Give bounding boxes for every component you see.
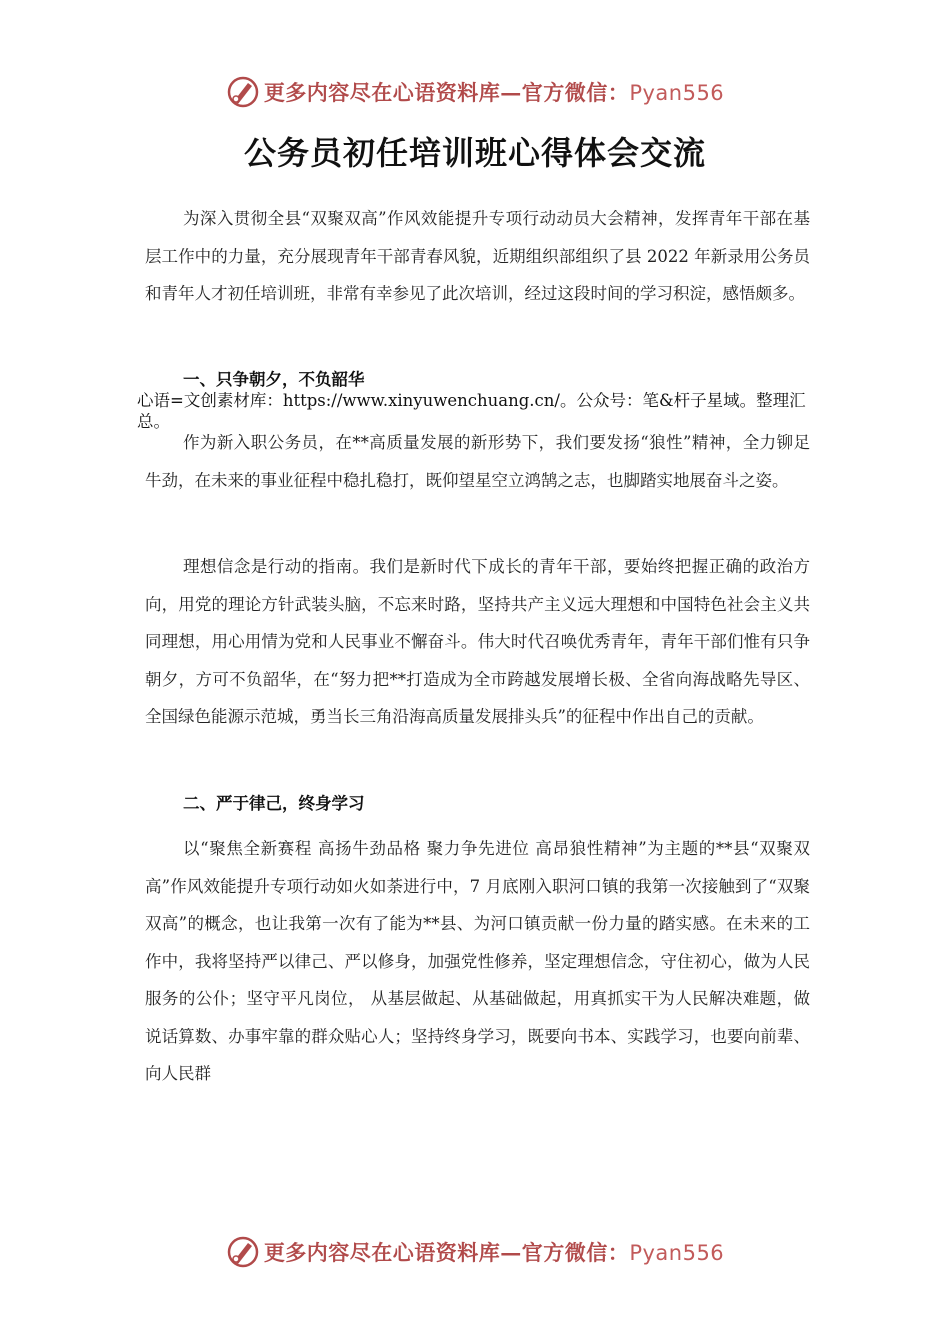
banner-text [264, 77, 724, 107]
paragraph-1: 作为新入职公务员，在**高质量发展的新形势下，我们要发扬“狼性”精神，全力铆足牛劲，在未来的事业征程中稳扎稳打，既仰望星空立鸿鹄之志，也脚踏实地展奋斗之姿。 [145, 433, 810, 490]
wechat-handle: Pyan556 [629, 81, 725, 105]
section-2 [145, 830, 810, 1093]
section-heading-1: 一、只争朝夕，不负韶华 [183, 370, 365, 389]
footer-banner [0, 1232, 950, 1272]
header-banner [0, 72, 950, 112]
section-1-part-1 [145, 424, 810, 499]
banner-main-text: 更多内容尽在心语资料库—官方微信： [263, 80, 630, 105]
banner-text [264, 1237, 724, 1267]
banner-main-text: 更多内容尽在心语资料库—官方微信： [263, 1240, 630, 1265]
source-watermark: 心语=文创素材库：https://www.xinyuwenchuang.cn/。公众号：笔&杆子星域。整理汇总。 [137, 391, 806, 431]
paragraph-3: 以“聚焦全新赛程 高扬牛劲品格 聚力争先进位 高昂狼性精神”为主题的**县“双聚双高”作风效能提升专项行动如火如荼进行中，7 月底刚入职河口镇的我第一次接触到了“双聚双高”的概念，也让我第一次有了能为**县、为河口镇贡献一份力量的踏实感。在未来的工作中，我将坚持严以律己、严以修身，加强党性修养，坚定理想信念，守住初心，做为人民服务的公仆；坚守平凡岗位， 从基层做起、从基础做起，用真抓实干为人民解决难题，做说话算数、办事牢靠的群众贴心人；坚持终身学习，既要向书本、实践学习，也要向前辈、向人民群 [145, 839, 810, 1083]
wechat-handle: Pyan556 [629, 1241, 725, 1265]
pen-logo-icon [226, 1235, 260, 1269]
intro-paragraph: 为深入贯彻全县“双聚双高”作风效能提升专项行动动员大会精神，发挥青年干部在基层工作中的力量，充分展现青年干部青春风貌，近期组织部组织了县 2022 年新录用公务员和青年人才初任培训班，非常有幸参见了此次培训，经过这段时间的学习积淀，感悟颇多。 [145, 209, 810, 303]
pen-logo-icon [226, 75, 260, 109]
section-1-part-2 [145, 548, 810, 736]
section-heading-2: 二、严于律己，终身学习 [183, 794, 365, 813]
intro-section [145, 200, 810, 313]
paragraph-2: 理想信念是行动的指南。我们是新时代下成长的青年干部，要始终把握正确的政治方向，用党的理论方针武装头脑，不忘来时路，坚持共产主义远大理想和中国特色社会主义共同理想，用心用情为党和人民事业不懈奋斗。伟大时代召唤优秀青年，青年干部们惟有只争朝夕，方可不负韶华，在“努力把**打造成为全市跨越发展增长极、全省向海战略先导区、全国绿色能源示范城，勇当长三角沿海高质量发展排头兵”的征程中作出自己的贡献。 [145, 557, 810, 726]
document-title: 公务员初任培训班心得体会交流 [243, 134, 706, 172]
